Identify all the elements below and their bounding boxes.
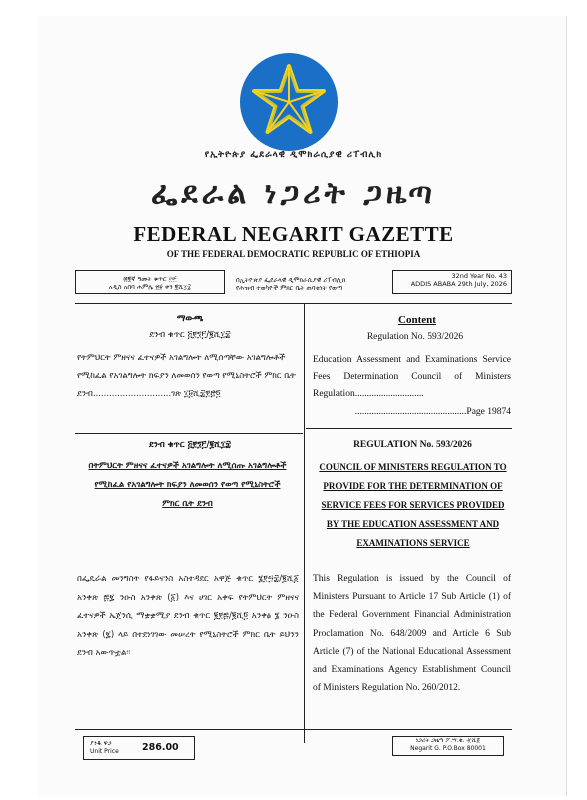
body-title-english: COUNCIL OF MINISTERS REGULATION TO PROVIDE FOR THE DETERMINATION OF SERVICE FEES FOR SERVICES PROVIDED BY THE EDUCATION ASSESSMENT AND EXAMINATIONS SERVICE xyxy=(319,462,507,548)
issue-box-amharic xyxy=(75,270,225,294)
po-box-english: Negarit G. P.O.Box 80001 xyxy=(410,745,486,752)
toc-entry-english: Education Assessment and Examinations Service Fees Determination Council of Ministers Regulation............................. xyxy=(313,355,511,399)
authority-line1: በኢትዮጵያ ፌደራላዊ ዲሞክራሲያዊ ሪፐብሊክ xyxy=(236,276,346,284)
issue-box-english xyxy=(392,270,512,294)
toc-heading-amharic: ማውጫ xyxy=(176,314,204,324)
issue-box-line1: ፴፪ኛ ዓመት ቁጥር ፵፫ xyxy=(123,275,177,283)
toc-regulation-english: Regulation No. 593/2026 xyxy=(366,332,464,342)
unit-price-amharic: ያንዱ ዋጋ xyxy=(90,740,112,747)
body-text-english: This Regulation is issued by the Council of Ministers Pursuant to Article 17 Sub Article (1) of the Federal Government Financial Administration Proclamation No. 648/2009 and Article 6 Sub Article (7) of the National Educational Assessment and Examinations Agency Establishment Council of Ministers Regulation No. 260/2012. xyxy=(313,574,511,694)
gazette-title: FEDERAL NEGARIT GAZETTE xyxy=(133,222,454,246)
unit-price-label: Unit Price xyxy=(90,748,119,755)
po-box xyxy=(392,736,504,756)
authority-line2: የሕዝብ ተወካዮች ምክር ቤት ጠባቂነት የወጣ xyxy=(236,284,343,292)
issue-box-en-line1: 32nd Year No. 43 xyxy=(451,272,507,280)
toc-divider-right xyxy=(306,428,512,429)
column-divider xyxy=(304,303,305,743)
footer-divider xyxy=(75,729,512,730)
gazette-subtitle: OF THE FEDERAL DEMOCRATIC REPUBLIC OF ETHIOPIA xyxy=(166,249,421,259)
body-title-amharic: በትምህርት ምዘናና ፈተናዎች አገልግሎት ለሚሰጡ አገልግሎቶች የሚከፈል የአገልግሎት ክፍያን ለመወሰን የወጣ የሚኒስትሮች ምክር ቤት ደንብ xyxy=(88,461,287,509)
toc-heading-english: Content xyxy=(398,314,436,326)
unit-price-value: 286.00 xyxy=(142,742,179,753)
gazette-amharic-title: ፌደራል ነጋሪት ጋዜጣ xyxy=(151,176,436,211)
toc-entry-amharic: የትምህርት ምዘናና ፈተናዎች አገልግሎት ለሚሰጣቸው አገልግሎቶች የሚከፈል የአገልግሎት ክፍያን ለመወሰን የወጣ የሚኒስትሮች ምክር ቤት ደንብ.............................ገጽ ፲፱ሺ፰፻፸፬ xyxy=(77,353,296,399)
toc-page-english: ...............................................Page 19874 xyxy=(354,407,511,417)
issue-box-line2: አዲስ አበባ ሐምሌ ፳፱ ቀን ፪ሺ፲፰ xyxy=(108,283,192,291)
toc-divider-left xyxy=(75,433,303,434)
body-regulation-english: REGULATION No. 593/2026 xyxy=(353,440,472,450)
unit-price-box xyxy=(83,736,195,760)
toc-regulation-amharic: ደንብ ቁጥር ፭፻፺፫/፪ሺ፲፰ xyxy=(149,330,231,340)
republic-amharic: የኢትዮጵያ ፌደራላዊ ዲሞክራሲያዊ ሪፐብሊክ xyxy=(204,150,383,160)
body-regulation-amharic: ደንብ ቁጥር ፭፻፺፫/፪ሺ፲፰ xyxy=(148,440,232,450)
issue-box-en-line2: ADDIS ABABA 29th July, 2026 xyxy=(410,280,507,288)
po-box-amharic: ነጋሪት ጋዜጣ ፖ.ሣ.ቁ. ፹ሺ፩ xyxy=(415,737,481,744)
authority-box xyxy=(230,270,375,294)
body-text-amharic: በፌዴራል መንግስት የፋይናንስ አስተዳደር አዋጅ ቁጥር ፮፻፵፰/፪ሺ፩ አንቀጽ ፷፯ ንዑስ አንቀጽ (፩) እና ሀገር አቀፍ የትምህርት ምዘናና ፈተናዎች ኤጀንሲ ማቋቋሚያ ደንብ ቁጥር ፪፻፷/፪ሺ፬ አንቀፅ ፮ ንዑስ አንቀጽ (፯) ላይ በተደነገገው መሠረት የሚኒስትሮች ምክር ቤት ይህንን ደንብ አውጥቷል፡፡ xyxy=(77,574,299,658)
ethiopia-emblem-icon xyxy=(239,52,339,152)
header-divider xyxy=(75,303,512,304)
